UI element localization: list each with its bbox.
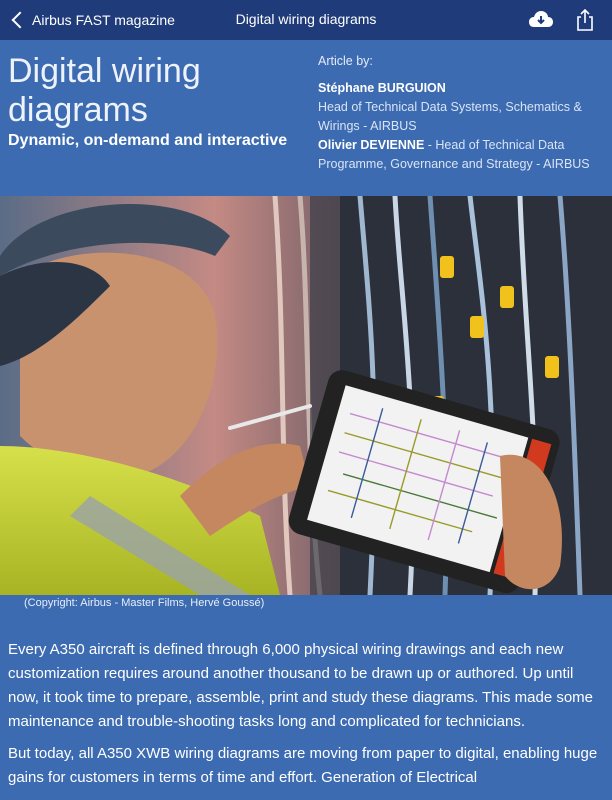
article-photo xyxy=(0,196,612,595)
author-1 xyxy=(318,79,603,136)
navigation-bar xyxy=(0,0,612,40)
article-header xyxy=(0,40,612,196)
authors-block xyxy=(318,52,603,174)
cloud-download-icon xyxy=(528,10,554,30)
share-icon xyxy=(576,9,594,31)
authors-label: Article by: xyxy=(318,54,373,68)
back-button-label: Airbus FAST magazine xyxy=(32,12,175,28)
article-body xyxy=(8,638,606,798)
download-button[interactable] xyxy=(528,7,554,33)
article-title: Digital wiring diagrams xyxy=(8,52,201,129)
author-role: - Head of Technical Data Programme, Governance and Strategy - AIRBUS xyxy=(318,138,590,171)
author-2 xyxy=(318,136,603,174)
article-subtitle: Dynamic, on-demand and interactive xyxy=(8,132,288,149)
author-role: Head of Technical Data Systems, Schematics & Wirings - AIRBUS xyxy=(318,100,582,133)
nav-title: Digital wiring diagrams xyxy=(235,11,377,27)
author-name: Olivier DEVIENNE xyxy=(318,138,425,152)
paragraph: Every A350 aircraft is defined through 6,000 physical wiring drawings and each new customization requires around another thousand to be drawn up or authored. Up until now, it took time to prepare, assemble, print and study these diagrams. This made some maintenance and trouble-shooting tasks long and complicated for technicians. xyxy=(8,641,594,730)
photo-credit: (Copyright: Airbus - Master Films, Hervé Goussé) xyxy=(24,597,265,609)
author-name: Stéphane BURGUION xyxy=(318,81,446,95)
technician-photo xyxy=(0,196,612,595)
paragraph: But today, all A350 XWB wiring diagrams are moving from paper to digital, enabling huge gains for customers in terms of time and effort. Generation of Electrical xyxy=(8,745,598,786)
share-button[interactable] xyxy=(572,7,598,33)
